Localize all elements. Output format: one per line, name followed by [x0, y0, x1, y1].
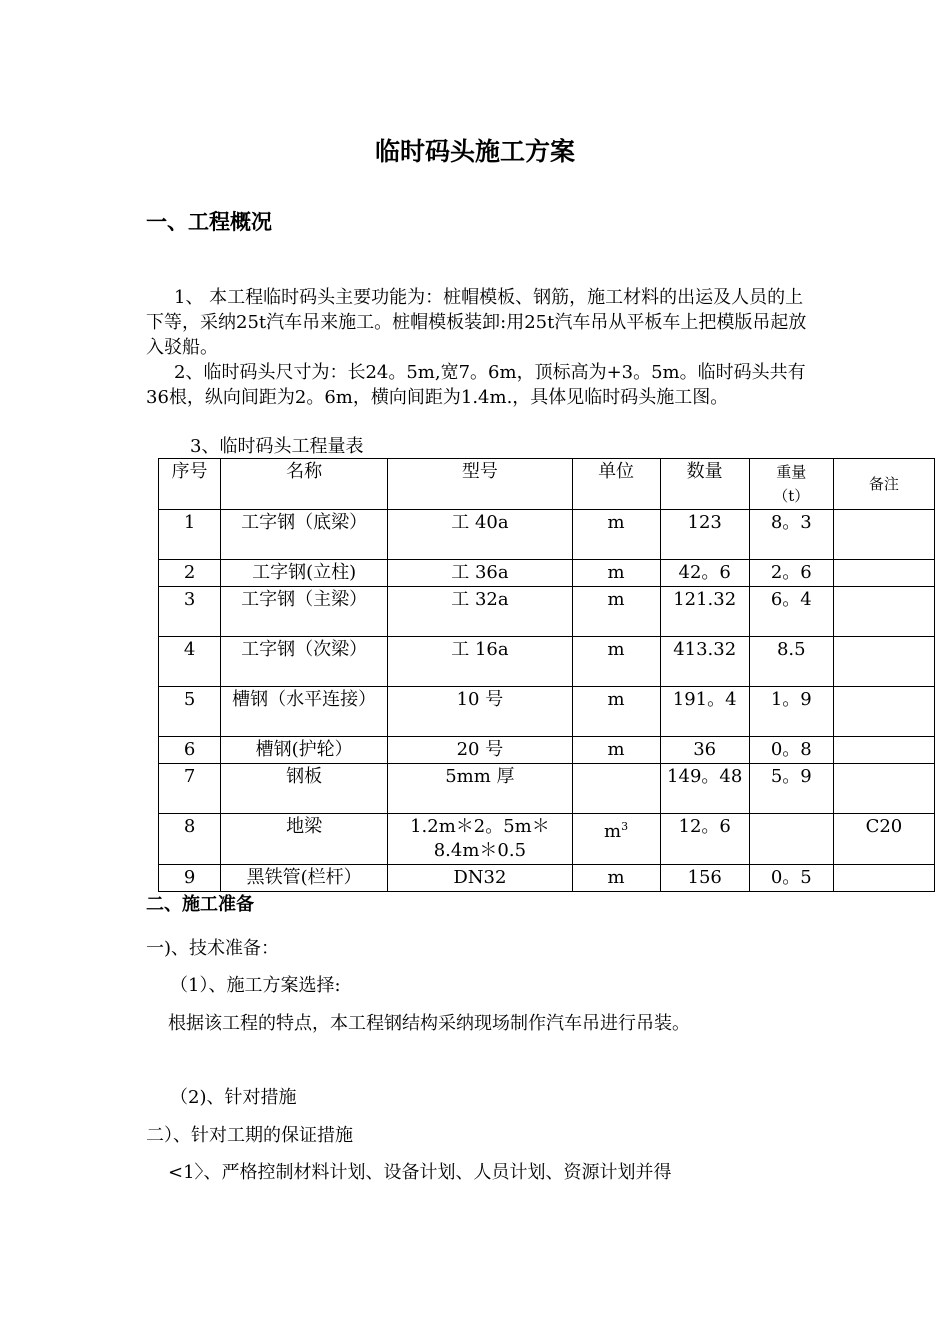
cell-note	[833, 737, 934, 764]
cell-qty: 149。48	[660, 764, 749, 814]
cell-model: 工 36a	[388, 560, 572, 587]
cell-qty: 123	[660, 510, 749, 560]
header-note: 备注	[833, 459, 934, 510]
cell-note: C20	[833, 814, 934, 865]
cell-name: 槽钢（水平连接）	[221, 687, 388, 737]
cell-weight: 2。6	[749, 560, 833, 587]
table-row	[159, 737, 935, 764]
cell-unit	[572, 814, 660, 865]
cell-model: 10 号	[388, 687, 572, 737]
cell-qty: 413.32	[660, 637, 749, 687]
cell-no: 6	[159, 737, 221, 764]
cell-unit: m	[572, 510, 660, 560]
cell-name: 工字钢（主梁）	[221, 587, 388, 637]
table-caption: 3、临时码头工程量表	[190, 436, 364, 457]
cell-no: 5	[159, 687, 221, 737]
table-header-row	[159, 459, 935, 510]
item-measures: （2)、针对措施	[170, 1087, 297, 1108]
cell-model: 20 号	[388, 737, 572, 764]
cell-name: 槽钢(护轮）	[221, 737, 388, 764]
table-row	[159, 687, 935, 737]
cell-note	[833, 560, 934, 587]
cell-note	[833, 764, 934, 814]
cell-weight: 5。9	[749, 764, 833, 814]
cell-weight	[749, 814, 833, 865]
cell-qty: 12。6	[660, 814, 749, 865]
cell-no: 1	[159, 510, 221, 560]
cell-name: 钢板	[221, 764, 388, 814]
cell-note	[833, 510, 934, 560]
cell-unit: m	[572, 587, 660, 637]
cell-no: 8	[159, 814, 221, 865]
cell-weight: 6。4	[749, 587, 833, 637]
quantity-table	[158, 458, 935, 892]
table-row	[159, 814, 935, 865]
cell-name: 工字钢（次梁）	[221, 637, 388, 687]
cell-unit: m	[572, 687, 660, 737]
cell-note	[833, 637, 934, 687]
cell-name: 工字钢(立柱)	[221, 560, 388, 587]
item-control: <1〉、严格控制材料计划、设备计划、人员计划、资源计划并得	[168, 1162, 672, 1183]
header-weight-unit: （t）	[773, 487, 810, 505]
cell-model: 工 16a	[388, 637, 572, 687]
document-title: 临时码头施工方案	[374, 137, 575, 166]
table-row	[159, 560, 935, 587]
cell-unit: m	[572, 637, 660, 687]
cell-qty: 191。4	[660, 687, 749, 737]
cell-note	[833, 865, 934, 892]
header-weight-label: 重量	[776, 463, 807, 481]
cell-qty: 36	[660, 737, 749, 764]
cell-unit: m	[572, 737, 660, 764]
cell-no: 2	[159, 560, 221, 587]
cell-model: 工 40a	[388, 510, 572, 560]
table-row	[159, 510, 935, 560]
item-plan-selection: （1）、施工方案选择:	[170, 975, 341, 996]
table-row	[159, 865, 935, 892]
cell-note	[833, 687, 934, 737]
cell-model: DN32	[388, 865, 572, 892]
cell-weight: 8。3	[749, 510, 833, 560]
section-heading-preparation: 二、施工准备	[146, 894, 254, 915]
cell-unit: m	[572, 865, 660, 892]
table-row	[159, 587, 935, 637]
header-unit: 单位	[572, 459, 660, 510]
cell-model: 5mm 厚	[388, 764, 572, 814]
cell-weight: 8.5	[749, 637, 833, 687]
item-plan-text: 根据该工程的特点，本工程钢结构采纳现场制作汽车吊进行吊装。	[168, 1013, 690, 1034]
cell-no: 7	[159, 764, 221, 814]
header-model: 型号	[388, 459, 572, 510]
cell-unit: m	[572, 560, 660, 587]
paragraph-function: 1、 本工程临时码头主要功能为：桩帽模板、钢筋，施工材料的出运及人员的上下等，采纳25t汽车吊来施工。桩帽模板装卸:用25t汽车吊从平板车上把模版吊起放入驳船。	[146, 287, 807, 358]
cell-unit-superscript: 3	[621, 820, 629, 833]
cell-unit	[572, 764, 660, 814]
cell-name: 地梁	[221, 814, 388, 865]
subheading-technical: 一)、技术准备：	[146, 938, 280, 959]
header-weight	[749, 459, 833, 510]
cell-qty: 121.32	[660, 587, 749, 637]
cell-no: 3	[159, 587, 221, 637]
cell-qty: 42。6	[660, 560, 749, 587]
cell-unit-text: m	[604, 821, 622, 842]
section-heading-overview: 一、工程概况	[146, 210, 272, 234]
subheading-schedule: 二）、针对工期的保证措施	[146, 1125, 353, 1146]
cell-model: 工 32a	[388, 587, 572, 637]
header-no: 序号	[159, 459, 221, 510]
cell-name: 黑铁管(栏杆）	[221, 865, 388, 892]
table-row	[159, 764, 935, 814]
table-row	[159, 637, 935, 687]
header-qty: 数量	[660, 459, 749, 510]
cell-model: 1.2m＊2。5m＊8.4m＊0.5	[388, 814, 572, 865]
cell-weight: 0。5	[749, 865, 833, 892]
cell-weight: 0。8	[749, 737, 833, 764]
cell-note	[833, 587, 934, 637]
cell-qty: 156	[660, 865, 749, 892]
cell-no: 9	[159, 865, 221, 892]
paragraph-dimensions: 2、临时码头尺寸为：长24。5m,宽7。6m，顶标高为+3。5m。临时码头共有36根，纵向间距为2。6m，横向间距为1.4m.，具体见临时码头施工图。	[146, 362, 806, 408]
cell-name: 工字钢（底梁）	[221, 510, 388, 560]
cell-weight: 1。9	[749, 687, 833, 737]
header-name: 名称	[221, 459, 388, 510]
cell-no: 4	[159, 637, 221, 687]
